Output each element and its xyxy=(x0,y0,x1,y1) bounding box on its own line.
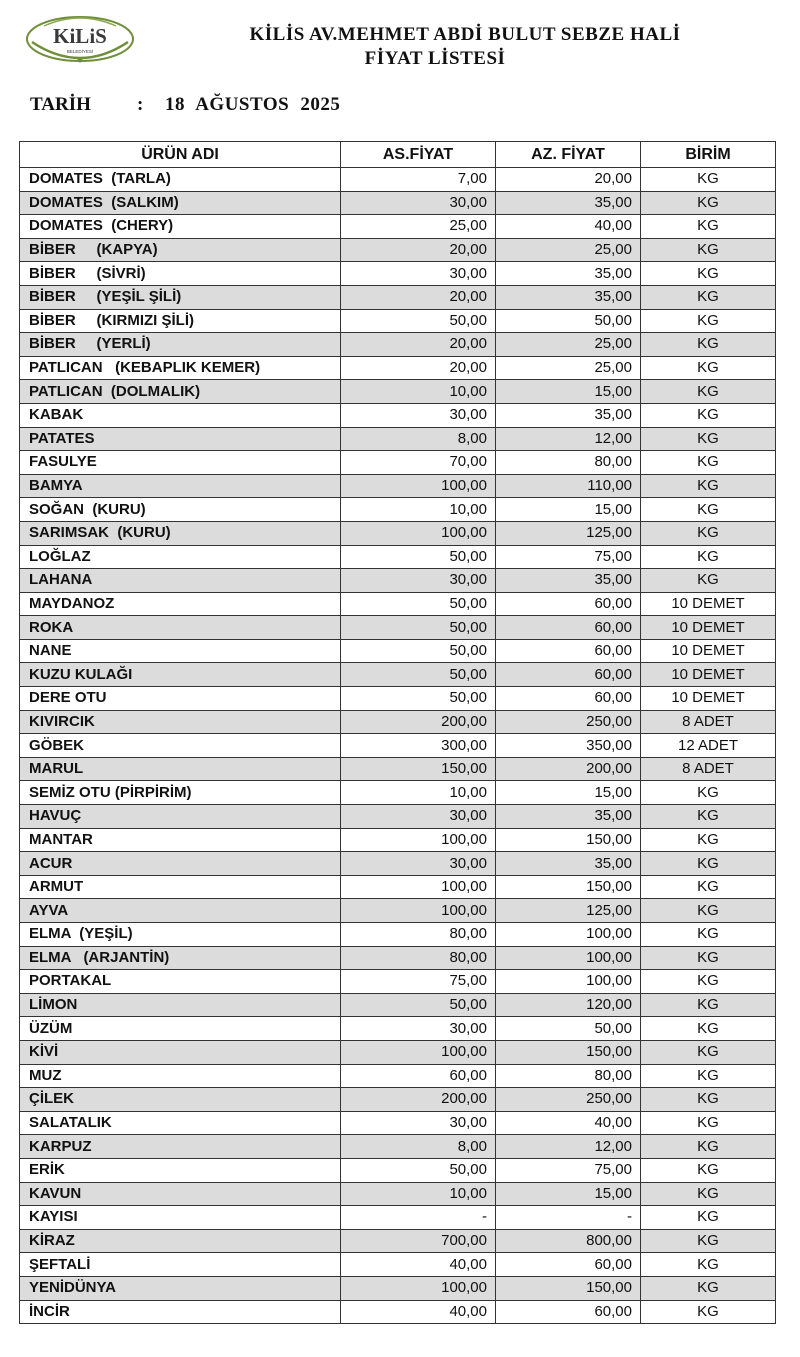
max-price-cell: 120,00 xyxy=(496,993,641,1017)
table-row xyxy=(20,757,776,781)
product-name-cell: ELMA (YEŞİL) xyxy=(20,923,341,947)
unit-cell: KG xyxy=(641,403,776,427)
product-name-cell: KABAK xyxy=(20,403,341,427)
min-price-cell: 30,00 xyxy=(341,403,496,427)
max-price-cell: 60,00 xyxy=(496,687,641,711)
product-name-cell: ELMA (ARJANTİN) xyxy=(20,946,341,970)
min-price-cell: 300,00 xyxy=(341,734,496,758)
product-name-cell: DOMATES (SALKIM) xyxy=(20,191,341,215)
product-name-cell: NANE xyxy=(20,639,341,663)
max-price-cell: 60,00 xyxy=(496,616,641,640)
unit-cell: 10 DEMET xyxy=(641,687,776,711)
max-price-cell: 150,00 xyxy=(496,875,641,899)
table-row xyxy=(20,639,776,663)
min-price-cell: 10,00 xyxy=(341,498,496,522)
max-price-cell: 25,00 xyxy=(496,356,641,380)
min-price-cell: 30,00 xyxy=(341,191,496,215)
table-row xyxy=(20,333,776,357)
min-price-cell: 10,00 xyxy=(341,380,496,404)
min-price-cell: 40,00 xyxy=(341,1253,496,1277)
unit-cell: KG xyxy=(641,356,776,380)
max-price-cell: 35,00 xyxy=(496,569,641,593)
min-price-cell: 10,00 xyxy=(341,1182,496,1206)
max-price-cell: 50,00 xyxy=(496,309,641,333)
price-table xyxy=(19,141,776,1324)
table-row xyxy=(20,1300,776,1324)
min-price-cell: 200,00 xyxy=(341,710,496,734)
table-row xyxy=(20,899,776,923)
unit-cell: KG xyxy=(641,1253,776,1277)
table-row xyxy=(20,238,776,262)
max-price-cell: 150,00 xyxy=(496,1276,641,1300)
product-name-cell: KARPUZ xyxy=(20,1135,341,1159)
unit-cell: KG xyxy=(641,1276,776,1300)
unit-cell: KG xyxy=(641,1158,776,1182)
table-row xyxy=(20,474,776,498)
max-price-cell: 80,00 xyxy=(496,1064,641,1088)
table-row xyxy=(20,970,776,994)
product-name-cell: BİBER (KAPYA) xyxy=(20,238,341,262)
min-price-cell: 10,00 xyxy=(341,781,496,805)
product-name-cell: DOMATES (TARLA) xyxy=(20,168,341,192)
product-name-cell: ROKA xyxy=(20,616,341,640)
unit-cell: 10 DEMET xyxy=(641,663,776,687)
product-name-cell: SALATALIK xyxy=(20,1111,341,1135)
table-row xyxy=(20,1276,776,1300)
min-price-cell: 50,00 xyxy=(341,639,496,663)
max-price-cell: 35,00 xyxy=(496,191,641,215)
min-price-cell: 70,00 xyxy=(341,451,496,475)
max-price-cell: 35,00 xyxy=(496,403,641,427)
unit-cell: KG xyxy=(641,1017,776,1041)
header-max-price: AZ. FİYAT xyxy=(496,142,641,168)
min-price-cell: 50,00 xyxy=(341,1158,496,1182)
max-price-cell: 15,00 xyxy=(496,380,641,404)
unit-cell: KG xyxy=(641,805,776,829)
unit-cell: KG xyxy=(641,781,776,805)
document-title: KİLİS AV.MEHMET ABDİ BULUT SEBZE HALİ xyxy=(249,24,681,45)
max-price-cell: 50,00 xyxy=(496,1017,641,1041)
table-row xyxy=(20,1040,776,1064)
unit-cell: KG xyxy=(641,1229,776,1253)
max-price-cell: 60,00 xyxy=(496,663,641,687)
unit-cell: KG xyxy=(641,215,776,239)
product-name-cell: ARMUT xyxy=(20,875,341,899)
min-price-cell: 30,00 xyxy=(341,852,496,876)
price-table-body xyxy=(20,168,776,1324)
max-price-cell: 800,00 xyxy=(496,1229,641,1253)
max-price-cell: 25,00 xyxy=(496,238,641,262)
table-row xyxy=(20,875,776,899)
table-row xyxy=(20,168,776,192)
table-row xyxy=(20,805,776,829)
product-name-cell: SARIMSAK (KURU) xyxy=(20,521,341,545)
table-row xyxy=(20,569,776,593)
product-name-cell: DERE OTU xyxy=(20,687,341,711)
max-price-cell: 110,00 xyxy=(496,474,641,498)
unit-cell: KG xyxy=(641,970,776,994)
min-price-cell: 50,00 xyxy=(341,993,496,1017)
unit-cell: KG xyxy=(641,923,776,947)
min-price-cell: 30,00 xyxy=(341,1111,496,1135)
unit-cell: KG xyxy=(641,262,776,286)
document-subtitle: FİYAT LİSTESİ xyxy=(364,48,506,69)
unit-cell: 10 DEMET xyxy=(641,616,776,640)
max-price-cell: 12,00 xyxy=(496,1135,641,1159)
table-row xyxy=(20,781,776,805)
product-name-cell: LOĞLAZ xyxy=(20,545,341,569)
logo-emblem xyxy=(24,12,136,68)
table-row xyxy=(20,1206,776,1230)
unit-cell: KG xyxy=(641,191,776,215)
max-price-cell: 350,00 xyxy=(496,734,641,758)
unit-cell: KG xyxy=(641,309,776,333)
table-row xyxy=(20,545,776,569)
product-name-cell: MUZ xyxy=(20,1064,341,1088)
min-price-cell: 30,00 xyxy=(341,569,496,593)
product-name-cell: KAVUN xyxy=(20,1182,341,1206)
min-price-cell: 20,00 xyxy=(341,238,496,262)
min-price-cell: 75,00 xyxy=(341,970,496,994)
table-row xyxy=(20,923,776,947)
unit-cell: KG xyxy=(641,168,776,192)
header-unit: BİRİM xyxy=(641,142,776,168)
unit-cell: KG xyxy=(641,1111,776,1135)
table-row xyxy=(20,1111,776,1135)
max-price-cell: 100,00 xyxy=(496,923,641,947)
max-price-cell: 15,00 xyxy=(496,1182,641,1206)
unit-cell: KG xyxy=(641,899,776,923)
table-row xyxy=(20,663,776,687)
max-price-cell: 35,00 xyxy=(496,852,641,876)
max-price-cell: 100,00 xyxy=(496,970,641,994)
unit-cell: 8 ADET xyxy=(641,710,776,734)
min-price-cell: 8,00 xyxy=(341,1135,496,1159)
logo-text: KiLiS xyxy=(53,24,107,48)
table-row xyxy=(20,592,776,616)
max-price-cell: 75,00 xyxy=(496,1158,641,1182)
min-price-cell: 25,00 xyxy=(341,215,496,239)
table-row xyxy=(20,285,776,309)
product-name-cell: SOĞAN (KURU) xyxy=(20,498,341,522)
unit-cell: KG xyxy=(641,1135,776,1159)
product-name-cell: BİBER (KIRMIZI ŞİLİ) xyxy=(20,309,341,333)
table-row xyxy=(20,451,776,475)
municipality-logo xyxy=(24,12,136,68)
min-price-cell: 100,00 xyxy=(341,828,496,852)
min-price-cell: 30,00 xyxy=(341,1017,496,1041)
max-price-cell: 12,00 xyxy=(496,427,641,451)
unit-cell: 10 DEMET xyxy=(641,592,776,616)
table-row xyxy=(20,946,776,970)
product-name-cell: BİBER (YERLİ) xyxy=(20,333,341,357)
product-name-cell: KİVİ xyxy=(20,1040,341,1064)
min-price-cell: 200,00 xyxy=(341,1088,496,1112)
table-row xyxy=(20,1017,776,1041)
max-price-cell: 35,00 xyxy=(496,285,641,309)
unit-cell: KG xyxy=(641,285,776,309)
min-price-cell: 80,00 xyxy=(341,946,496,970)
max-price-cell: 250,00 xyxy=(496,710,641,734)
max-price-cell: 15,00 xyxy=(496,781,641,805)
unit-cell: KG xyxy=(641,1182,776,1206)
max-price-cell: 60,00 xyxy=(496,639,641,663)
table-row xyxy=(20,215,776,239)
max-price-cell: 60,00 xyxy=(496,1253,641,1277)
table-header-row xyxy=(20,142,776,168)
unit-cell: KG xyxy=(641,1206,776,1230)
max-price-cell: 150,00 xyxy=(496,828,641,852)
min-price-cell: 50,00 xyxy=(341,663,496,687)
min-price-cell: 40,00 xyxy=(341,1300,496,1324)
table-row xyxy=(20,380,776,404)
min-price-cell: 100,00 xyxy=(341,521,496,545)
product-name-cell: PORTAKAL xyxy=(20,970,341,994)
table-row xyxy=(20,687,776,711)
unit-cell: KG xyxy=(641,875,776,899)
product-name-cell: KAYISI xyxy=(20,1206,341,1230)
table-row xyxy=(20,309,776,333)
max-price-cell: 250,00 xyxy=(496,1088,641,1112)
table-row xyxy=(20,403,776,427)
table-row xyxy=(20,1229,776,1253)
product-name-cell: ÜZÜM xyxy=(20,1017,341,1041)
max-price-cell: 125,00 xyxy=(496,899,641,923)
table-row xyxy=(20,191,776,215)
min-price-cell: 20,00 xyxy=(341,285,496,309)
product-name-cell: ACUR xyxy=(20,852,341,876)
unit-cell: KG xyxy=(641,427,776,451)
unit-cell: KG xyxy=(641,1300,776,1324)
product-name-cell: KIVIRCIK xyxy=(20,710,341,734)
min-price-cell: 60,00 xyxy=(341,1064,496,1088)
max-price-cell: 125,00 xyxy=(496,521,641,545)
max-price-cell: 200,00 xyxy=(496,757,641,781)
min-price-cell: 50,00 xyxy=(341,616,496,640)
min-price-cell: 700,00 xyxy=(341,1229,496,1253)
max-price-cell: 80,00 xyxy=(496,451,641,475)
unit-cell: KG xyxy=(641,380,776,404)
product-name-cell: LİMON xyxy=(20,993,341,1017)
product-name-cell: PATATES xyxy=(20,427,341,451)
unit-cell: KG xyxy=(641,545,776,569)
table-row xyxy=(20,616,776,640)
product-name-cell: BİBER (SİVRİ) xyxy=(20,262,341,286)
unit-cell: 10 DEMET xyxy=(641,639,776,663)
product-name-cell: MAYDANOZ xyxy=(20,592,341,616)
unit-cell: KG xyxy=(641,521,776,545)
min-price-cell: 50,00 xyxy=(341,545,496,569)
unit-cell: KG xyxy=(641,569,776,593)
table-row xyxy=(20,427,776,451)
min-price-cell: 100,00 xyxy=(341,474,496,498)
product-name-cell: LAHANA xyxy=(20,569,341,593)
product-name-cell: PATLICAN (KEBAPLIK KEMER) xyxy=(20,356,341,380)
unit-cell: KG xyxy=(641,828,776,852)
table-row xyxy=(20,993,776,1017)
unit-cell: KG xyxy=(641,993,776,1017)
date-colon: : xyxy=(137,94,144,115)
min-price-cell: 100,00 xyxy=(341,899,496,923)
product-name-cell: ŞEFTALİ xyxy=(20,1253,341,1277)
unit-cell: KG xyxy=(641,474,776,498)
product-name-cell: İNCİR xyxy=(20,1300,341,1324)
product-name-cell: HAVUÇ xyxy=(20,805,341,829)
table-row xyxy=(20,1088,776,1112)
unit-cell: KG xyxy=(641,1040,776,1064)
table-row xyxy=(20,1253,776,1277)
max-price-cell: 60,00 xyxy=(496,592,641,616)
product-name-cell: MARUL xyxy=(20,757,341,781)
table-row xyxy=(20,710,776,734)
table-row xyxy=(20,521,776,545)
min-price-cell: 20,00 xyxy=(341,356,496,380)
max-price-cell: 20,00 xyxy=(496,168,641,192)
max-price-cell: 150,00 xyxy=(496,1040,641,1064)
min-price-cell: 50,00 xyxy=(341,592,496,616)
unit-cell: KG xyxy=(641,238,776,262)
product-name-cell: BİBER (YEŞİL ŞİLİ) xyxy=(20,285,341,309)
product-name-cell: KUZU KULAĞI xyxy=(20,663,341,687)
table-row xyxy=(20,852,776,876)
min-price-cell: 8,00 xyxy=(341,427,496,451)
max-price-cell: 35,00 xyxy=(496,805,641,829)
logo-subtext: BELEDİYESİ xyxy=(66,49,94,54)
max-price-cell: 35,00 xyxy=(496,262,641,286)
min-price-cell: 30,00 xyxy=(341,805,496,829)
max-price-cell: 40,00 xyxy=(496,1111,641,1135)
min-price-cell: 100,00 xyxy=(341,875,496,899)
table-row xyxy=(20,1158,776,1182)
product-name-cell: BAMYA xyxy=(20,474,341,498)
header-product-name: ÜRÜN ADI xyxy=(20,142,341,168)
product-name-cell: ERİK xyxy=(20,1158,341,1182)
unit-cell: KG xyxy=(641,852,776,876)
min-price-cell: - xyxy=(341,1206,496,1230)
max-price-cell: 15,00 xyxy=(496,498,641,522)
product-name-cell: DOMATES (CHERY) xyxy=(20,215,341,239)
unit-cell: KG xyxy=(641,1064,776,1088)
min-price-cell: 30,00 xyxy=(341,262,496,286)
unit-cell: KG xyxy=(641,1088,776,1112)
unit-cell: 12 ADET xyxy=(641,734,776,758)
product-name-cell: KİRAZ xyxy=(20,1229,341,1253)
max-price-cell: 100,00 xyxy=(496,946,641,970)
max-price-cell: 60,00 xyxy=(496,1300,641,1324)
min-price-cell: 20,00 xyxy=(341,333,496,357)
unit-cell: 8 ADET xyxy=(641,757,776,781)
product-name-cell: ÇİLEK xyxy=(20,1088,341,1112)
min-price-cell: 150,00 xyxy=(341,757,496,781)
table-row xyxy=(20,1064,776,1088)
max-price-cell: - xyxy=(496,1206,641,1230)
product-name-cell: SEMİZ OTU (PİRPİRİM) xyxy=(20,781,341,805)
max-price-cell: 75,00 xyxy=(496,545,641,569)
unit-cell: KG xyxy=(641,946,776,970)
table-row xyxy=(20,734,776,758)
table-row xyxy=(20,356,776,380)
table-row xyxy=(20,1135,776,1159)
date-value: 18 AĞUSTOS 2025 xyxy=(165,94,341,115)
min-price-cell: 100,00 xyxy=(341,1276,496,1300)
max-price-cell: 25,00 xyxy=(496,333,641,357)
product-name-cell: PATLICAN (DOLMALIK) xyxy=(20,380,341,404)
min-price-cell: 100,00 xyxy=(341,1040,496,1064)
product-name-cell: MANTAR xyxy=(20,828,341,852)
date-label: TARİH xyxy=(30,94,91,115)
table-row xyxy=(20,828,776,852)
max-price-cell: 40,00 xyxy=(496,215,641,239)
unit-cell: KG xyxy=(641,451,776,475)
header-min-price: AS.FİYAT xyxy=(341,142,496,168)
min-price-cell: 50,00 xyxy=(341,309,496,333)
table-row xyxy=(20,498,776,522)
product-name-cell: AYVA xyxy=(20,899,341,923)
min-price-cell: 80,00 xyxy=(341,923,496,947)
min-price-cell: 50,00 xyxy=(341,687,496,711)
table-row xyxy=(20,262,776,286)
product-name-cell: FASULYE xyxy=(20,451,341,475)
min-price-cell: 7,00 xyxy=(341,168,496,192)
product-name-cell: YENİDÜNYA xyxy=(20,1276,341,1300)
date-line xyxy=(30,94,340,116)
product-name-cell: GÖBEK xyxy=(20,734,341,758)
unit-cell: KG xyxy=(641,498,776,522)
unit-cell: KG xyxy=(641,333,776,357)
table-row xyxy=(20,1182,776,1206)
